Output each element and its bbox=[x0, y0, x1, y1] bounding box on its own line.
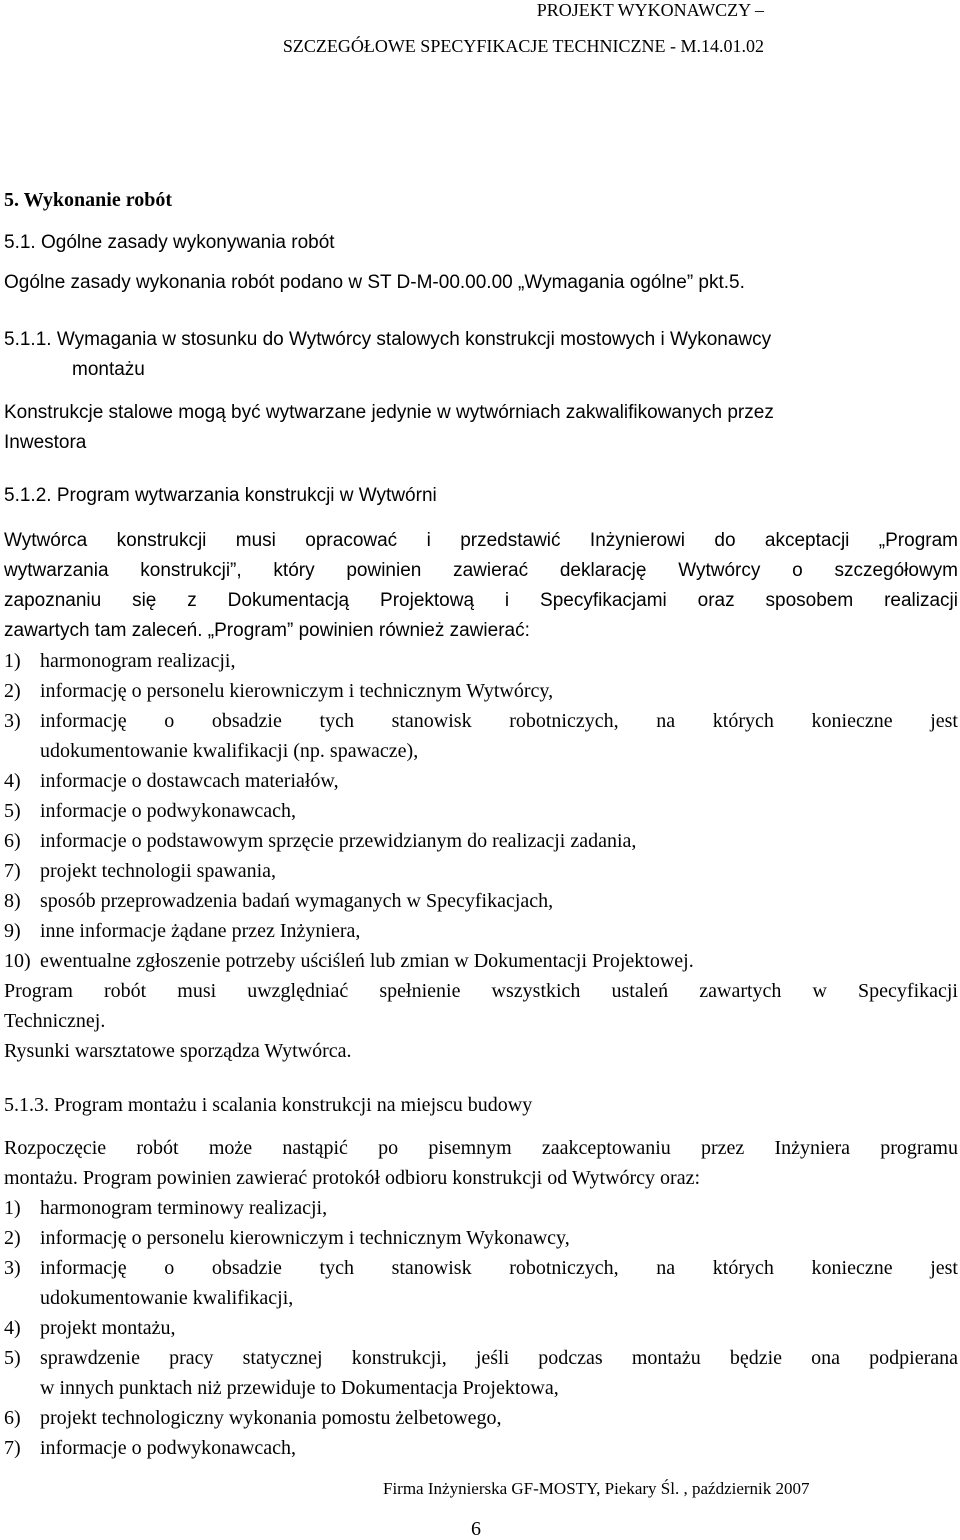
list-number: 3) bbox=[4, 710, 21, 732]
subsection-5-1-1-heading-cont: montażu bbox=[72, 359, 145, 380]
list-item bbox=[4, 829, 636, 853]
subsection-5-1-heading: 5.1. Ogólne zasady wykonywania robót bbox=[4, 232, 335, 253]
paragraph-qualified-plants-cont: Inwestora bbox=[4, 432, 87, 453]
list-text: projekt technologii spawania, bbox=[40, 860, 277, 882]
list-item bbox=[4, 1346, 958, 1370]
list-number: 4) bbox=[4, 770, 21, 792]
list-text: sprawdzenie pracy statycznej konstrukcji, jeśli podczas montażu będzie ona podpierana bbox=[40, 1347, 958, 1369]
list-text: ewentualne zgłoszenie potrzeby uściśleń lub zmian w Dokumentacji Projektowej. bbox=[40, 950, 694, 972]
paragraph-qualified-plants: Konstrukcje stalowe mogą być wytwarzane jedynie w wytwórniach zakwalifikowanych przez bbox=[4, 402, 774, 423]
paragraph-general: Ogólne zasady wykonania robót podano w ST D-M-00.00.00 „Wymagania ogólne” pkt.5. bbox=[4, 272, 745, 293]
paragraph-program-scope: Program robót musi uwzględniać spełnienie wszystkich ustaleń zawartych w Specyfikacji bbox=[4, 980, 958, 1002]
list-number: 7) bbox=[4, 860, 21, 882]
list-item bbox=[4, 1256, 958, 1280]
list-text: informacje o dostawcach materiałów, bbox=[40, 770, 339, 792]
list-text: projekt montażu, bbox=[40, 1317, 176, 1339]
list-number: 5) bbox=[4, 1347, 21, 1369]
list-number: 2) bbox=[4, 680, 21, 702]
list-item bbox=[4, 1226, 570, 1250]
list-number: 3) bbox=[4, 1257, 21, 1279]
paragraph-workshop-drawings: Rysunki warsztatowe sporządza Wytwórca. bbox=[4, 1040, 352, 1062]
list-text: inne informacje żądane przez Inżyniera, bbox=[40, 920, 361, 942]
footer-company: Firma Inżynierska GF-MOSTY, Piekary Śl. , październik 2007 bbox=[383, 1479, 810, 1498]
list-number: 7) bbox=[4, 1437, 21, 1459]
list-text: informacje o podwykonawcach, bbox=[40, 800, 297, 822]
list-number: 2) bbox=[4, 1227, 21, 1249]
list-item bbox=[4, 1196, 327, 1220]
list-number: 5) bbox=[4, 800, 21, 822]
list-item bbox=[4, 769, 339, 793]
list-text-cont: udokumentowanie kwalifikacji (np. spawacze), bbox=[40, 740, 419, 762]
list-number: 1) bbox=[4, 650, 21, 672]
list-text: projekt technologiczny wykonania pomostu żelbetowego, bbox=[40, 1407, 502, 1429]
list-item bbox=[4, 1436, 296, 1460]
list-text: informację o obsadzie tych stanowisk robotniczych, na których konieczne jest bbox=[40, 1257, 958, 1279]
paragraph-assembly-start-cont: montażu. Program powinien zawierać protokół odbioru konstrukcji od Wytwórcy oraz: bbox=[4, 1167, 701, 1189]
paragraph-program-line: zapoznaniu się z Dokumentacją Projektową i Specyfikacjami oraz sposobem realizacji bbox=[4, 590, 958, 611]
list-item bbox=[4, 889, 553, 913]
list-item bbox=[4, 919, 360, 943]
subsection-5-1-3-heading: 5.1.3. Program montażu i scalania konstrukcji na miejscu budowy bbox=[4, 1094, 533, 1116]
list-text: informację o obsadzie tych stanowisk robotniczych, na których konieczne jest bbox=[40, 710, 958, 732]
list-number: 6) bbox=[4, 830, 21, 852]
header-spec-title: SZCZEGÓŁOWE SPECYFIKACJE TECHNICZNE - M.14.01.02 bbox=[282, 36, 764, 56]
list-text-cont: w innych punktach niż przewiduje to Dokumentacja Projektowa, bbox=[40, 1377, 559, 1399]
list-text: informację o personelu kierowniczym i technicznym Wytwórcy, bbox=[40, 680, 554, 702]
list-number: 6) bbox=[4, 1407, 21, 1429]
list-text: harmonogram realizacji, bbox=[40, 650, 236, 672]
subsection-5-1-1-heading: 5.1.1. Wymagania w stosunku do Wytwórcy stalowych konstrukcji mostowych i Wykonawcy bbox=[4, 329, 772, 350]
list-text-cont: udokumentowanie kwalifikacji, bbox=[40, 1287, 294, 1309]
list-item bbox=[4, 859, 276, 883]
list-number: 10) bbox=[4, 950, 31, 972]
list-item bbox=[4, 949, 694, 973]
list-text: informacje o podwykonawcach, bbox=[40, 1437, 297, 1459]
list-number: 1) bbox=[4, 1197, 21, 1219]
list-text: informację o personelu kierowniczym i technicznym Wykonawcy, bbox=[40, 1227, 570, 1249]
paragraph-program-scope-cont: Technicznej. bbox=[4, 1010, 106, 1032]
list-text: harmonogram terminowy realizacji, bbox=[40, 1197, 328, 1219]
list-text: sposób przeprowadzenia badań wymaganych w Specyfikacjach, bbox=[40, 890, 554, 912]
list-item bbox=[4, 709, 958, 733]
list-number: 8) bbox=[4, 890, 21, 912]
list-item bbox=[4, 1406, 502, 1430]
section-heading: 5. Wykonanie robót bbox=[4, 189, 172, 211]
list-item bbox=[4, 1316, 176, 1340]
subsection-5-1-2-heading: 5.1.2. Program wytwarzania konstrukcji w Wytwórni bbox=[4, 485, 437, 506]
list-text: informacje o podstawowym sprzęcie przewidzianym do realizacji zadania, bbox=[40, 830, 637, 852]
paragraph-assembly-start: Rozpoczęcie robót może nastąpić po pisemnym zaakceptowaniu przez Inżyniera programu bbox=[4, 1137, 958, 1159]
list-item bbox=[4, 679, 553, 703]
paragraph-program-line: zawartych tam zaleceń. „Program” powinien również zawierać: bbox=[4, 620, 530, 641]
list-number: 9) bbox=[4, 920, 21, 942]
list-number: 4) bbox=[4, 1317, 21, 1339]
paragraph-program-line: Wytwórca konstrukcji musi opracować i przedstawić Inżynierowi do akceptacji „Program bbox=[4, 530, 958, 551]
list-item bbox=[4, 799, 296, 823]
list-item bbox=[4, 649, 235, 673]
paragraph-program-line: wytwarzania konstrukcji”, który powinien zawierać deklarację Wytwórcy o szczegółowym bbox=[4, 560, 958, 581]
page-number: 6 bbox=[471, 1518, 481, 1540]
header-project-title: PROJEKT WYKONAWCZY – bbox=[536, 0, 764, 20]
